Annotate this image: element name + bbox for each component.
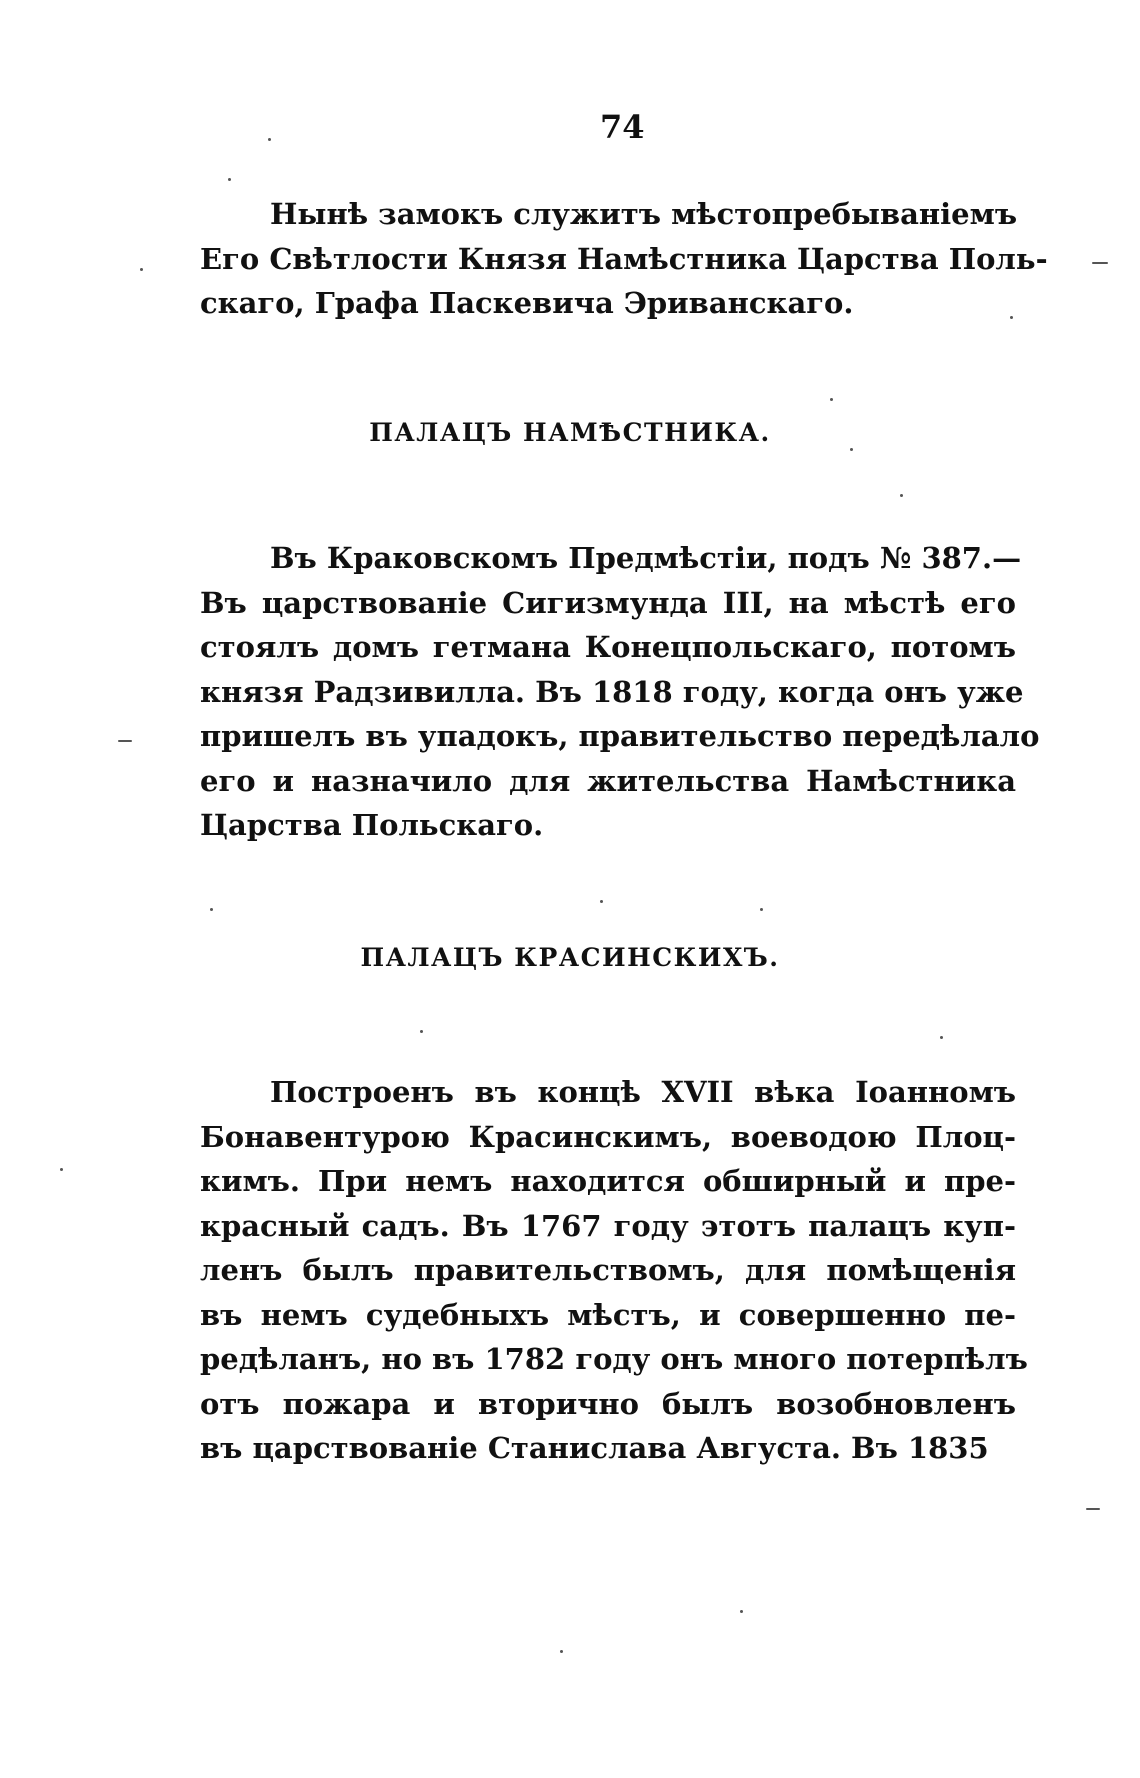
scan-speck: [1086, 1508, 1100, 1510]
scan-speck: [850, 448, 853, 451]
scan-speck: [1092, 262, 1108, 264]
scan-speck: [1010, 316, 1013, 319]
text-line: ленъ былъ правительствомъ, для помѣщенія: [200, 1253, 1016, 1287]
scan-speck: [268, 138, 271, 141]
text-line: кимъ. При немъ находится обширный и пре-: [200, 1164, 1016, 1198]
scan-speck: [228, 178, 231, 181]
text-line: Построенъ въ концѣ XVII вѣка Іоанномъ: [270, 1075, 1016, 1109]
text-line: красный садъ. Въ 1767 году этотъ палацъ куп-: [200, 1208, 1016, 1243]
text-line: его и назначило для жительства Намѣстника: [200, 763, 1016, 798]
text-line: редѣланъ, но въ 1782 году онъ много потерпѣлъ: [200, 1342, 1028, 1376]
scan-speck: [740, 1610, 743, 1613]
paragraph-krasinski-palace: [200, 1070, 1028, 1471]
text-line: Въ царствованіе Сигизмунда III, на мѣстѣ его: [200, 585, 1016, 620]
text-line: скаго, Графа Паскевича Эриванскаго.: [200, 286, 854, 320]
scan-speck: [600, 900, 603, 903]
section-heading-governor-palace: ПАЛАЦЪ НАМѢСТНИКА.: [369, 418, 771, 447]
text-line: пришелъ въ упадокъ, правительство передѣлало: [200, 719, 1040, 753]
scan-speck: [118, 740, 132, 742]
text-line: Его Свѣтлости Князя Намѣстника Царства Поль-: [200, 241, 1048, 276]
scan-speck: [420, 1030, 423, 1033]
paragraph-governor-palace: [200, 536, 1040, 848]
scan-speck: [210, 908, 213, 911]
text-line: Нынѣ замокъ служитъ мѣстопребываніемъ: [270, 197, 1018, 231]
section-heading-krasinski-palace: ПАЛАЦЪ КРАСИНСКИХЪ.: [360, 943, 780, 972]
text-line: въ царствованіе Станислава Августа. Въ 1835: [200, 1431, 989, 1465]
scan-speck: [760, 908, 763, 911]
text-line: въ немъ судебныхъ мѣстъ, и совершенно пе-: [200, 1297, 1016, 1332]
scan-speck: [940, 1036, 943, 1039]
page-number: 74: [600, 108, 645, 146]
intro-paragraph: [200, 192, 1048, 326]
text-line: Бонавентурою Красинскимъ, воеводою Плоц-: [200, 1119, 1016, 1154]
scan-speck: [560, 1650, 563, 1653]
scan-speck: [900, 494, 903, 497]
scan-speck: [60, 1168, 63, 1171]
text-line: стоялъ домъ гетмана Конецпольскаго, потомъ: [200, 630, 1016, 664]
scan-speck: [830, 398, 833, 401]
scan-speck: [140, 268, 143, 271]
text-line: Царства Польскаго.: [200, 808, 544, 842]
text-line: князя Радзивилла. Въ 1818 году, когда онъ уже: [200, 674, 1024, 709]
text-line: Въ Краковскомъ Предмѣстіи, подъ № 387.—: [270, 541, 1022, 575]
text-line: отъ пожара и вторично былъ возобновленъ: [200, 1386, 1016, 1421]
